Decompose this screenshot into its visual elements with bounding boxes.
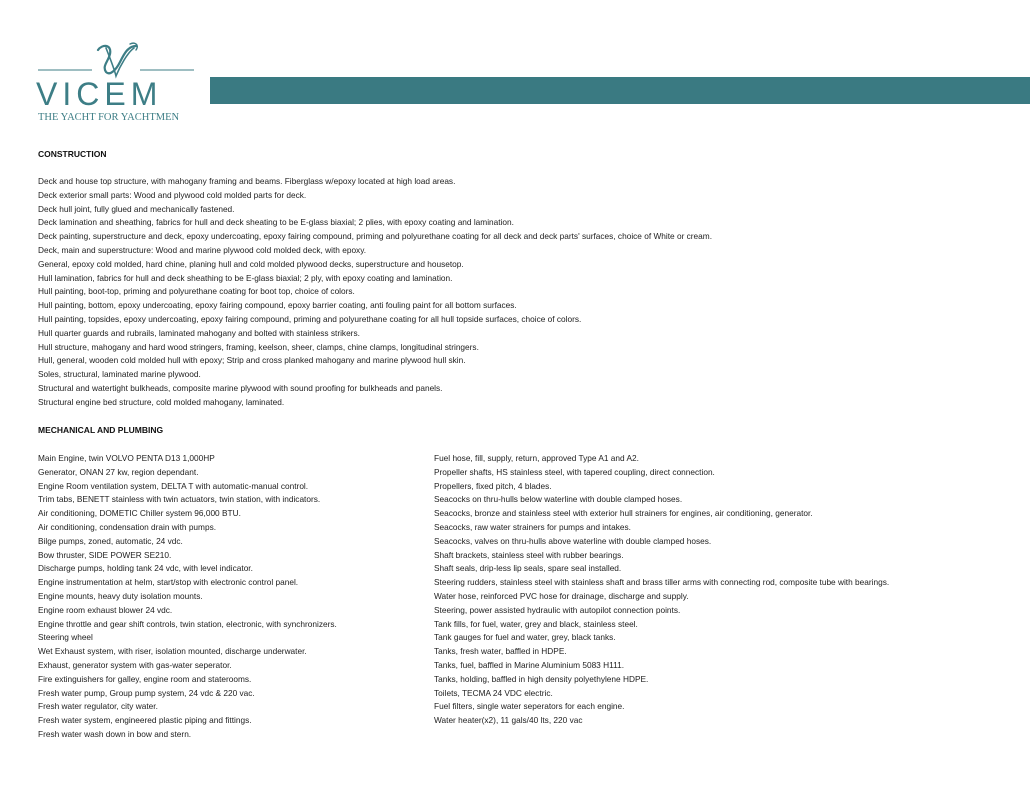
spec-item: Wet Exhaust system, with riser, isolation mounted, discharge underwater. xyxy=(38,646,307,657)
spec-item: Air conditioning, condensation drain with pumps. xyxy=(38,521,217,532)
construction-title: CONSTRUCTION xyxy=(38,149,107,159)
spec-item: Shaft seals, drip-less lip seals, spare seal installed. xyxy=(434,563,622,574)
spec-item: Tank gauges for fuel and water, grey, black tanks. xyxy=(434,632,616,643)
spec-item: Discharge pumps, holding tank 24 vdc, with level indicator. xyxy=(38,563,253,574)
spec-item: Engine instrumentation at helm, start/stop with electronic control panel. xyxy=(38,577,299,588)
brand-tagline: THE YACHT FOR YACHTMEN xyxy=(38,112,180,123)
brand-logo xyxy=(36,40,200,126)
spec-item: Propeller shafts, HS stainless steel, with tapered coupling, direct connection. xyxy=(434,466,715,477)
spec-item: Hull structure, mahogany and hard wood stringers, framing, keelson, sheer, clamps, chine clamps, longitudinal stringers. xyxy=(38,341,479,352)
spec-item: Structural and watertight bulkheads, composite marine plywood with sound proofing for bulkheads and panels. xyxy=(38,382,443,393)
spec-item: Hull painting, topsides, epoxy undercoating, epoxy fairing compound, priming and polyurethane coating for all hull topside surfaces, choice of colors. xyxy=(38,313,582,324)
spec-item: Main Engine, twin VOLVO PENTA D13 1,000HP xyxy=(38,453,215,463)
spec-item: Fresh water system, engineered plastic piping and fittings. xyxy=(38,715,252,726)
spec-item: Engine Room ventilation system, DELTA T with automatic-manual control. xyxy=(38,480,309,491)
spec-item: Tanks, fresh water, baffled in HDPE. xyxy=(434,646,567,657)
spec-item: Structural engine bed structure, cold molded mahogany, laminated. xyxy=(38,396,285,407)
spec-item: Deck hull joint, fully glued and mechanically fastened. xyxy=(38,203,235,214)
spec-item: Seacocks, bronze and stainless steel with exterior hull strainers for engines, air conditioning, generator. xyxy=(434,508,813,519)
spec-item: Generator, ONAN 27 kw, region dependant. xyxy=(38,466,199,477)
spec-item: Propellers, fixed pitch, 4 blades. xyxy=(434,480,552,491)
spec-item: Deck exterior small parts: Wood and plywood cold molded parts for deck. xyxy=(38,189,307,200)
spec-item: Hull quarter guards and rubrails, laminated mahogany and bolted with stainless strikers. xyxy=(38,327,360,338)
spec-item: Water heater(x2), 11 gals/40 lts, 220 vac xyxy=(434,715,583,726)
spec-item: Seacocks on thru-hulls below waterline with double clamped hoses. xyxy=(434,494,683,505)
spec-item: Bow thruster, SIDE POWER SE210. xyxy=(38,549,172,560)
mechanical-right-list xyxy=(434,452,889,728)
spec-item: Fresh water pump, Group pump system, 24 vdc & 220 vac. xyxy=(38,687,255,698)
spec-item: Deck lamination and sheathing, fabrics for hull and deck sheating to be E-glass biaxial; 2 plies, with epoxy coating and lamination. xyxy=(38,217,514,228)
spec-item: Tanks, holding, baffled in high density polyethylene HDPE. xyxy=(434,673,649,684)
spec-item: Steering, power assisted hydraulic with autopilot connection points. xyxy=(434,604,681,615)
spec-item: Hull, general, wooden cold molded hull with epoxy; Strip and cross planked mahogany and marine plywood hull skin. xyxy=(38,355,466,366)
spec-item: Engine mounts, heavy duty isolation mounts. xyxy=(38,590,203,601)
spec-item: Seacocks, raw water strainers for pumps and intakes. xyxy=(434,521,631,532)
spec-item: Deck painting, superstructure and deck, epoxy undercoating, epoxy fairing compound, priming and polyurethane coating for all deck and deck parts' surfaces, choice of White or cream. xyxy=(38,231,713,242)
spec-item: Deck and house top structure, with mahogany framing and beams. Fiberglass w/epoxy located at high load areas. xyxy=(38,176,456,186)
construction-list xyxy=(38,175,712,410)
spec-item: Fuel filters, single water seperators for each engine. xyxy=(434,701,625,712)
spec-item: Engine room exhaust blower 24 vdc. xyxy=(38,604,173,615)
spec-item: Hull lamination, fabrics for hull and deck sheathing to be E-glass biaxial; 2 ply, with epoxy coating and lamination. xyxy=(38,272,453,283)
spec-item: Hull painting, boot-top, priming and polyurethane coating for boot top, choice of colors. xyxy=(38,286,355,297)
spec-item: Steering rudders, stainless steel with stainless shaft and brass tiller arms with connecting rod, composite tube with bearings. xyxy=(434,577,890,588)
logo-monogram-icon xyxy=(36,40,196,80)
brand-name: VICEM xyxy=(36,76,163,112)
spec-item: Seacocks, valves on thru-hulls above waterline with double clamped hoses. xyxy=(434,535,712,546)
spec-item: Air conditioning, DOMETIC Chiller system 96,000 BTU. xyxy=(38,508,241,519)
spec-item: Bilge pumps, zoned, automatic, 24 vdc. xyxy=(38,535,183,546)
spec-item: Exhaust, generator system with gas-water seperator. xyxy=(38,659,232,670)
spec-item: Tanks, fuel, baffled in Marine Aluminium 5083 H111. xyxy=(434,659,625,670)
spec-item: General, epoxy cold molded, hard chine, planing hull and cold molded plywood decks, superstructure and housetop. xyxy=(38,258,464,269)
spec-item: Water hose, reinforced PVC hose for drainage, discharge and supply. xyxy=(434,590,689,601)
mechanical-left-list xyxy=(38,452,337,742)
spec-item: Soles, structural, laminated marine plywood. xyxy=(38,369,201,380)
spec-item: Fire extinguishers for galley, engine room and staterooms. xyxy=(38,673,252,684)
spec-item: Deck, main and superstructure: Wood and marine plywood cold molded deck, with epoxy. xyxy=(38,244,367,255)
spec-item: Tank fills, for fuel, water, grey and black, stainless steel. xyxy=(434,618,638,629)
spec-item: Shaft brackets, stainless steel with rubber bearings. xyxy=(434,549,624,560)
spec-item: Trim tabs, BENETT stainless with twin actuators, twin station, with indicators. xyxy=(38,494,321,505)
spec-item: Steering wheel xyxy=(38,632,93,643)
spec-item: Fuel hose, fill, supply, return, approved Type A1 and A2. xyxy=(434,453,639,463)
spec-item: Fresh water wash down in bow and stern. xyxy=(38,728,192,739)
spec-item: Fresh water regulator, city water. xyxy=(38,701,158,712)
header-bar xyxy=(210,77,1030,104)
spec-item: Toilets, TECMA 24 VDC electric. xyxy=(434,687,553,698)
spec-item: Engine throttle and gear shift controls, twin station, electronic, with synchronizers. xyxy=(38,618,337,629)
spec-item: Hull painting, bottom, epoxy undercoating, epoxy fairing compound, epoxy barrier coating, anti fouling paint for all bottom surfaces. xyxy=(38,300,517,311)
mechanical-title: MECHANICAL AND PLUMBING xyxy=(38,425,164,435)
